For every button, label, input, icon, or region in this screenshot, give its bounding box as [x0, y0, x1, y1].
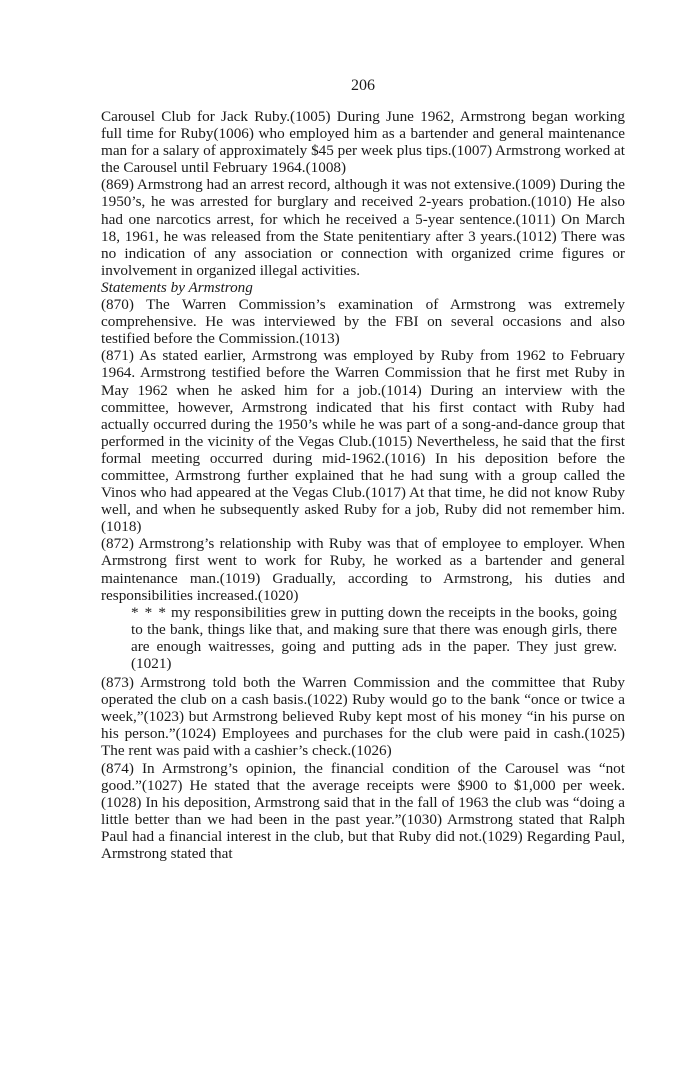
page-number: 206: [351, 77, 375, 94]
paragraph-873: (873) Armstrong told both the Warren Commission and the committee that Ruby operated the club on a cash basis.(1022) Ruby would go to the bank “once or twice a week,”(1023) but Armstrong believed Ruby kept most of his money “in his purse on his person.”(1024) Employees and purchases for the club were paid in cash.(1025) The rent was paid with a cashier’s check.(1026): [101, 674, 625, 760]
section-heading: Statements by Armstrong: [101, 278, 253, 296]
paragraph-872: (872) Armstrong’s relationship with Ruby was that of employee to employer. When Armstrong first went to work for Ruby, he worked as a bartender and general maintenance man.(1019) Gradually, according to Armstrong, his duties and responsibilities increased.(1020): [101, 535, 625, 604]
paragraph-869: (869) Armstrong had an arrest record, although it was not extensive.(1009) During the 1950’s, he was arrested for burglary and received 2-years probation.(1010) He also had one narcotics arrest, for which he received a 5-year sentence.(1011) On March 18, 1961, he was released from the State penitentiary after 3 years.(1012) There was no indication of any association or connection with organized crime figures or involvement in organized illegal activities.: [101, 176, 625, 279]
ellipsis-stars: * * *: [131, 603, 167, 621]
paragraph-870: (870) The Warren Commission’s examination of Armstrong was extremely comprehensive. He was interviewed by the FBI on several occasions and also testified before the Commission.(1013): [101, 296, 625, 348]
paragraph-871: (871) As stated earlier, Armstrong was employed by Ruby from 1962 to February 1964. Armstrong testified before the Warren Commission that he first met Ruby in May 1962 when he asked him for a job.(1014) During an interview with the committee, however, Armstrong indicated that his first contact with Ruby had actually occurred during the 1950’s while he was part of a song-and-dance group that performed in the vicinity of the Vegas Club.(1015) Nevertheless, he said that the first formal meeting occurred during mid-1962.(1016) In his deposition before the committee, Armstrong further explained that he had sung with a group called the Vinos who had appeared at the Vegas Club.(1017) At that time, he did not know Ruby well, and when he subsequently asked Ruby for a job, Ruby did not remember him.(1018): [101, 347, 625, 536]
block-quote: [131, 604, 617, 672]
paragraph-1005: Carousel Club for Jack Ruby.(1005) During June 1962, Armstrong began working full time for Ruby(1006) who employed him as a bartender and general maintenance man for a salary of approximately $45 per week plus tips.(1007) Armstrong worked at the Carousel until February 1964.(1008): [101, 108, 625, 177]
document-page: [101, 76, 625, 862]
paragraph-874: (874) In Armstrong’s opinion, the financial condition of the Carousel was “not good.”(1027) He stated that the average receipts were $900 to $1,000 per week.(1028) In his deposition, Armstrong said that in the fall of 1963 the club was “doing a little better than we had been in the past year.”(1030) Armstrong stated that Ralph Paul had a financial interest in the club, but that Ruby did not.(1029) Regarding Paul, Armstrong stated that: [101, 759, 625, 863]
quote-text: my responsibilities grew in putting down the receipts in the books, going to the bank, things like that, and making sure that there was enough girls, there are enough waitresses, going and putting ads in the paper. They just grew.(1021): [131, 603, 617, 672]
